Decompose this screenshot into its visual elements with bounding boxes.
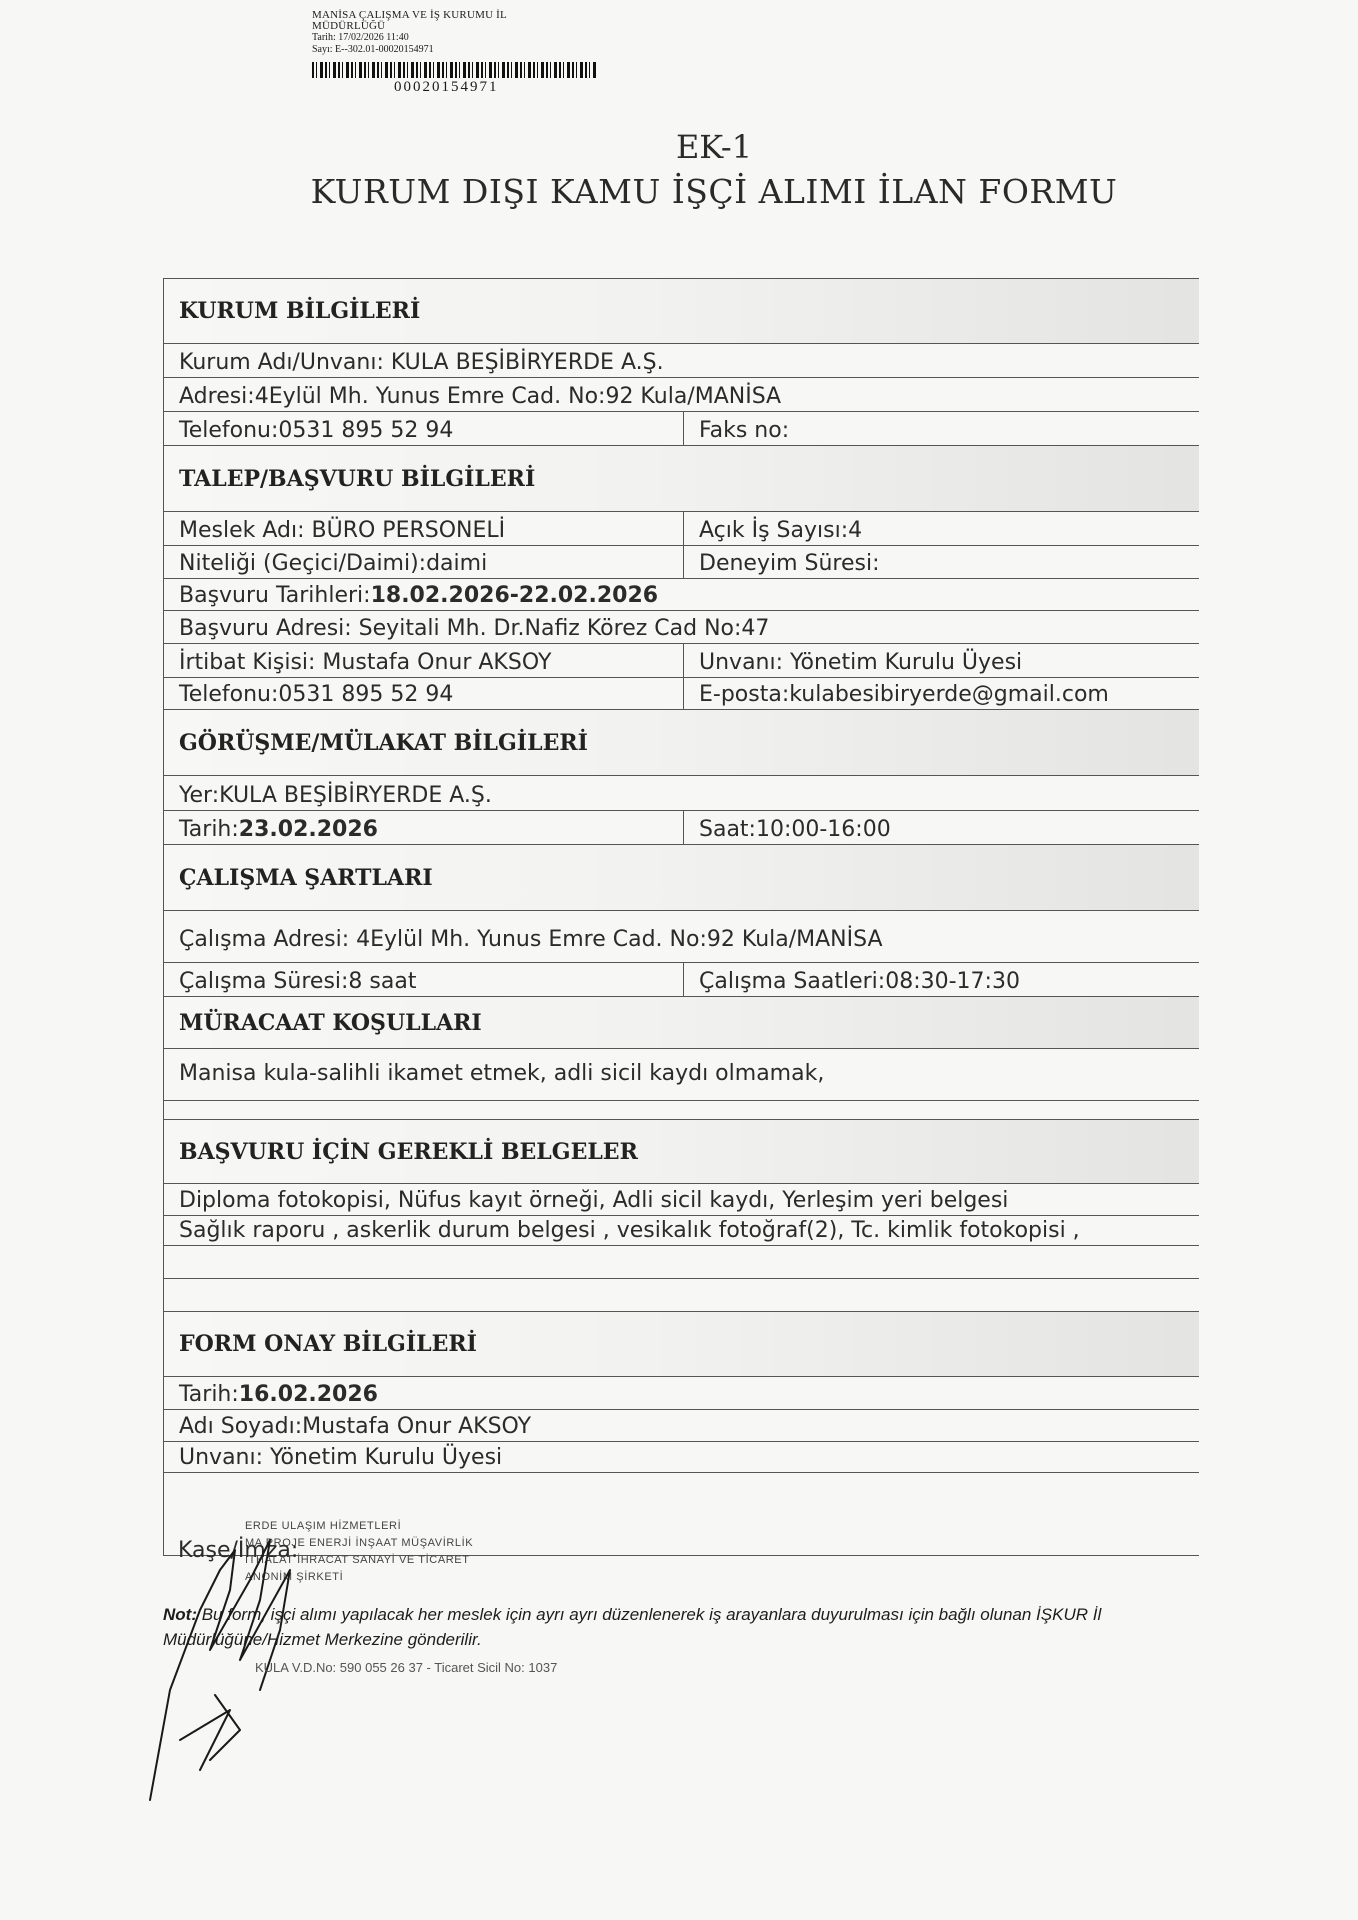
onay-title: Unvanı: Yönetim Kurulu Üyesi <box>179 1445 503 1470</box>
muracaat-conditions: Manisa kula-salihli ikamet etmek, adli sicil kaydı olmamak, <box>179 1061 825 1086</box>
onay-name-row <box>164 1410 1199 1442</box>
belgeler-blank-row-2 <box>164 1279 1199 1312</box>
gorusme-time-label: Saat: <box>699 817 756 842</box>
note-text: Bu form, işçi alımı yapılacak her meslek için ayrı ayrı düzenlenerek iş arayanlara duyurulması için bağlı olunan İŞKUR İl Müdürlüğüne/Hizmet Merkezine gönderilir. <box>163 1605 1102 1649</box>
talep-contact-row <box>164 644 1199 678</box>
onay-date-value: 16.02.2026 <box>238 1382 378 1407</box>
talep-dates-label: Başvuru Tarihleri: <box>179 583 371 608</box>
calisma-hours: Çalışma Saatleri:08:30-17:30 <box>699 969 1020 994</box>
talep-email: E-posta:kulabesibiryerde@gmail.com <box>699 682 1109 707</box>
belgeler-line2-row <box>164 1216 1199 1246</box>
onay-date <box>164 1382 378 1409</box>
talep-contact: İrtibat Kişisi: Mustafa Onur AKSOY <box>164 644 684 677</box>
kurum-address: Adresi:4Eylül Mh. Yunus Emre Cad. No:92 Kula/MANİSA <box>179 384 782 409</box>
seal-line1: ERDE ULAŞIM HİZMETLERİ <box>245 1520 402 1532</box>
gorusme-datetime-row <box>164 811 1199 845</box>
kurum-phone: Telefonu:0531 895 52 94 <box>164 412 684 445</box>
talep-address: Başvuru Adresi: Seyitali Mh. Dr.Nafiz Körez Cad No:47 <box>179 616 770 641</box>
gorusme-date <box>164 811 684 844</box>
belgeler-line2: Sağlık raporu , askerlik durum belgesi , vesikalık fotoğraf(2), Tc. kimlik fotokopisi , <box>179 1218 1080 1243</box>
form-code: EK-1 <box>675 128 753 166</box>
form-title: KURUM DIŞI KAMU İŞÇİ ALIMI İLAN FORMU <box>310 172 1118 211</box>
talep-open-jobs: Açık İş Sayısı:4 <box>699 518 863 543</box>
calisma-address: Çalışma Adresi: 4Eylül Mh. Yunus Emre Cad. No:92 Kula/MANİSA <box>179 927 883 952</box>
stamp-date: Tarih: 17/02/2026 11:40 <box>312 32 409 43</box>
belgeler-line1-row <box>164 1184 1199 1216</box>
kurum-fax: Faks no: <box>699 418 790 443</box>
onay-date-row <box>164 1377 1199 1410</box>
section-muracaat-heading: MÜRACAAT KOŞULLARI <box>164 997 1199 1049</box>
kurum-phone-row <box>164 412 1199 446</box>
talep-profession: Meslek Adı: BÜRO PERSONELİ <box>164 512 684 545</box>
belgeler-line1: Diploma fotokopisi, Nüfus kayıt örneği, Adli sicil kaydı, Yerleşim yeri belgesi <box>179 1188 1009 1213</box>
talep-address-row <box>164 611 1199 644</box>
stamp-signature-label: Kaşe/İmza: <box>178 1538 299 1563</box>
talep-experience: Deneyim Süresi: <box>699 551 880 576</box>
talep-nature-row <box>164 546 1199 579</box>
gorusme-time <box>684 817 1199 844</box>
onay-title-row <box>164 1442 1199 1473</box>
calisma-duration-row <box>164 963 1199 997</box>
stamp-number: Sayı: E--302.01-00020154971 <box>312 44 434 55</box>
section-calisma-heading: ÇALIŞMA ŞARTLARI <box>164 845 1199 911</box>
gorusme-place-row <box>164 776 1199 811</box>
onay-date-label: Tarih: <box>179 1382 239 1407</box>
seal-line4: ANONİM ŞİRKETİ <box>245 1571 344 1583</box>
talep-phone: Telefonu:0531 895 52 94 <box>164 678 684 709</box>
section-belgeler-heading: BAŞVURU İÇİN GEREKLİ BELGELER <box>164 1120 1199 1184</box>
section-gorusme-heading: GÖRÜŞME/MÜLAKAT BİLGİLERİ <box>164 710 1199 776</box>
talep-dates <box>164 583 658 610</box>
registry-stamp <box>312 10 612 96</box>
form-table <box>163 278 1199 1556</box>
talep-contact-title: Unvanı: Yönetim Kurulu Üyesi <box>699 650 1023 675</box>
seal-line3: ITHALAT İHRACAT SANAYİ VE TİCARET <box>245 1554 470 1566</box>
stamp-org-line1: MANİSA ÇALIŞMA VE İŞ KURUMU İL <box>312 9 507 21</box>
kurum-name: Kurum Adı/Unvanı: KULA BEŞİBİRYERDE A.Ş. <box>179 350 664 375</box>
kurum-name-row <box>164 344 1199 378</box>
note-label: Not: <box>163 1605 197 1624</box>
talep-dates-value: 18.02.2026-22.02.2026 <box>370 583 659 608</box>
gorusme-date-label: Tarih: <box>179 817 239 842</box>
section-onay-heading: FORM ONAY BİLGİLERİ <box>164 1312 1199 1377</box>
gorusme-time-value: 10:00-16:00 <box>755 817 891 842</box>
gorusme-place: Yer:KULA BEŞİBİRYERDE A.Ş. <box>179 783 492 808</box>
section-kurum-heading: KURUM BİLGİLERİ <box>164 278 1199 344</box>
section-talep-heading: TALEP/BAŞVURU BİLGİLERİ <box>164 446 1199 512</box>
barcode-icon <box>312 62 597 78</box>
talep-phone-row <box>164 678 1199 710</box>
barcode-number: 00020154971 <box>394 79 499 95</box>
calisma-address-row <box>164 911 1199 963</box>
stamp-org-line2: MÜDÜRLÜĞÜ <box>312 20 386 32</box>
talep-dates-row <box>164 579 1199 611</box>
kurum-address-row <box>164 378 1199 412</box>
belgeler-blank-row-1 <box>164 1246 1199 1279</box>
calisma-duration: Çalışma Süresi:8 saat <box>164 963 684 996</box>
gorusme-date-value: 23.02.2026 <box>238 817 378 842</box>
muracaat-conditions-row <box>164 1049 1199 1101</box>
footer-note <box>163 1602 1223 1652</box>
onay-name: Adı Soyadı:Mustafa Onur AKSOY <box>179 1414 532 1439</box>
talep-nature: Niteliği (Geçici/Daimi):daimi <box>164 546 684 578</box>
muracaat-blank-row <box>164 1101 1199 1120</box>
seal-line2: MA PROJE ENERJİ İNŞAAT MÜŞAVİRLİK <box>245 1537 474 1549</box>
talep-profession-row <box>164 512 1199 546</box>
seal-tax-line: KULA V.D.No: 590 055 26 37 - Ticaret Sicil No: 1037 <box>255 1660 558 1675</box>
